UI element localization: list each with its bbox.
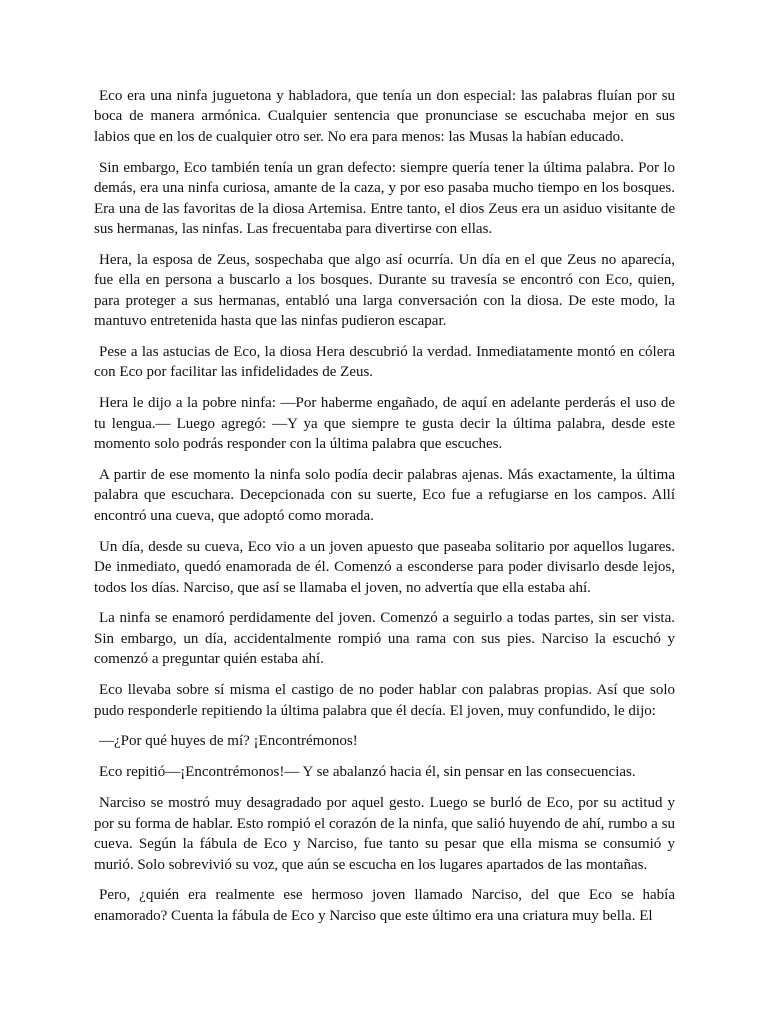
paragraph-6: A partir de ese momento la ninfa solo podía decir palabras ajenas. Más exactamente, la última palabra que escuchara. Decepcionada con su suerte, Eco fue a refugiarse en los campos. Allí encontró una cueva, que adoptó como morada. [94, 467, 675, 524]
paragraph-11-dialogue: Eco repitió—¡Encontrémonos!— Y se abalanzó hacia él, sin pensar en las consecuencias. [99, 764, 636, 781]
paragraph-7: Un día, desde su cueva, Eco vio a un joven apuesto que paseaba solitario por aquellos lugares. De inmediato, quedó enamorada de él. Comenzó a esconderse para poder divisarlo desde lejos, todos los días. Narciso, que así se llamaba el joven, no advertía que ella estaba ahí. [94, 538, 675, 596]
paragraph-5: Hera le dijo a la pobre ninfa: —Por haberme engañado, de aquí en adelante perderás el uso de tu lengua.— Luego agregó: —Y ya que siempre te gusta decir la última palabra, desde este momento solo podrás responder con la última palabra que escuches. [94, 395, 675, 453]
paragraph-8: La ninfa se enamoró perdidamente del joven. Comenzó a seguirlo a todas partes, sin ser vista. Sin embargo, un día, accidentalmente rompió una rama con sus pies. Narciso la escuchó y comenzó a preguntar quién estaba ahí. [94, 610, 675, 668]
paragraph-12: Narciso se mostró muy desagradado por aquel gesto. Luego se burló de Eco, por su actitud y por su forma de hablar. Esto rompió el corazón de la ninfa, que salió huyendo de ahí, rumbo a su cueva. Según la fábula de Eco y Narciso, fue tanto su pesar que ella misma se consumió y murió. Solo sobrevivió su voz, que aún se escucha en los lugares apartados de las montañas. [94, 795, 675, 873]
paragraph-2: Sin embargo, Eco también tenía un gran defecto: siempre quería tener la última palabra. Por lo demás, era una ninfa curiosa, amante de la caza, y por eso pasaba mucho tiempo en los bosques. Era una de las favoritas de la diosa Artemisa. Entre tanto, el dios Zeus era un asiduo visitante de sus hermanas, las ninfas. Las frecuentaba para divertirse con ellas. [94, 159, 675, 237]
paragraph-4: Pese a las astucias de Eco, la diosa Hera descubrió la verdad. Inmediatamente montó en cólera con Eco por facilitar las infidelidades de Zeus. [94, 343, 675, 381]
paragraph-1: Eco era una ninfa juguetona y habladora, que tenía un don especial: las palabras fluían por su boca de manera armónica. Cualquier sentencia que pronunciase se escuchaba mejor en sus labios que en los de cualquier otro ser. No era para menos: las Musas la habían educado. [94, 88, 675, 145]
paragraph-3: Hera, la esposa de Zeus, sospechaba que algo así ocurría. Un día en el que Zeus no aparecía, fue ella en persona a buscarlo a los bosques. Durante su travesía se encontró con Eco, quien, para proteger a sus hermanas, entabló una larga conversación con la diosa. De este modo, la mantuvo entretenida hasta que las ninfas pudieron escapar. [94, 251, 675, 330]
document-body [94, 86, 675, 937]
paragraph-9: Eco llevaba sobre sí misma el castigo de no poder hablar con palabras propias. Así que solo pudo responderle repitiendo la última palabra que él decía. El joven, muy confundido, le dijo: [94, 682, 675, 719]
paragraph-10-dialogue: —¿Por qué huyes de mí? ¡Encontrémonos! [99, 733, 358, 750]
paragraph-13: Pero, ¿quién era realmente ese hermoso joven llamado Narciso, del que Eco se había enamorado? Cuenta la fábula de Eco y Narciso que este último era una criatura muy bella. El [94, 887, 675, 924]
